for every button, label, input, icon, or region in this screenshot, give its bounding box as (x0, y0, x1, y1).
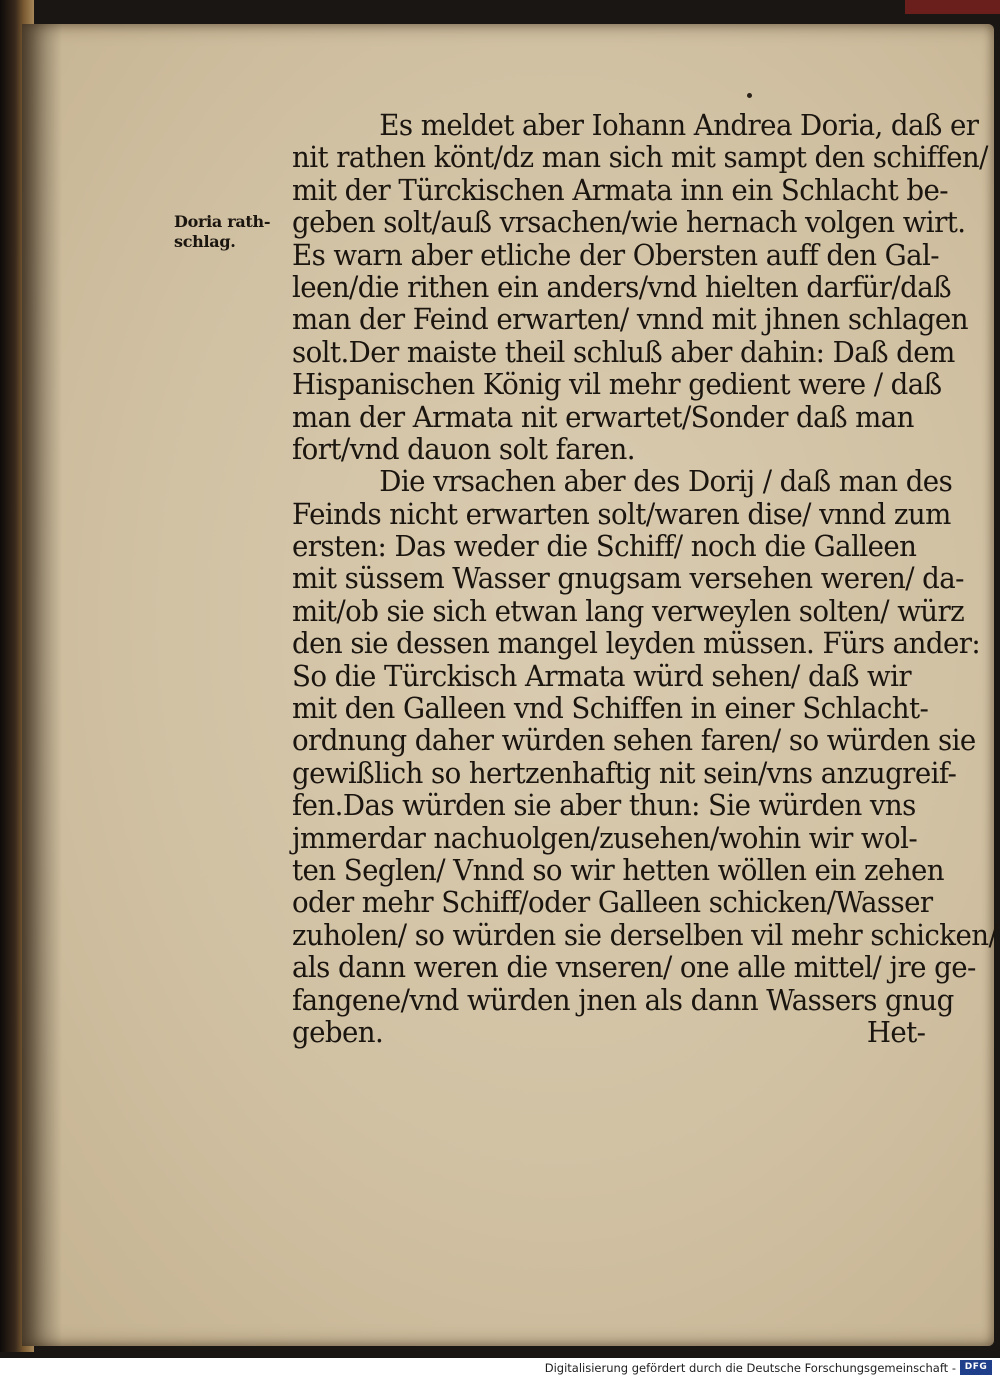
ink-dot (747, 93, 752, 98)
text-line: mit süssem Wasser gnugsam versehen weren/ da- (292, 562, 964, 596)
text-line: solt.Der maiste theil schluß aber dahin: Daß dem (292, 335, 955, 369)
text-line: fort/vnd dauon solt faren. (292, 432, 635, 466)
text-line: ordnung daher würden sehen faren/ so würden sie (292, 724, 976, 758)
text-line: oder mehr Schiff/oder Galleen schicken/Wasser (292, 886, 933, 920)
dfg-logo-icon: DFG (960, 1360, 992, 1375)
catchword: Het- (866, 1015, 926, 1049)
text-line: Es meldet aber Iohann Andrea Doria, daß er (379, 109, 979, 142)
marginal-note (174, 212, 294, 252)
footer-credit: Digitalisierung gefördert durch die Deutsche Forschungsgemeinschaft - (544, 1361, 956, 1375)
text-line: fen.Das würden sie aber thun: Sie würden vns (292, 789, 916, 823)
text-line: den sie dessen mangel leyden müssen. Fürs ander: (292, 627, 981, 661)
text-line: mit den Galleen vnd Schiffen in einer Schlacht- (292, 692, 929, 726)
marginal-note-line: Doria rath- (174, 212, 271, 231)
text-line: gewißlich so hertzenhaftig nit sein/vns anzugreif- (292, 756, 957, 790)
text-line: mit/ob sie sich etwan lang verweylen solten/ würz (292, 594, 965, 628)
text-line: ersten: Das weder die Schiff/ noch die Galleen (292, 530, 917, 564)
text-line: man der Armata nit erwartet/Sonder daß man (292, 400, 914, 434)
text-line: Die vrsachen aber des Dorij / daß man des (379, 465, 953, 499)
text-line: leen/die rithen ein anders/vnd hielten darfür/daß (292, 270, 952, 304)
text-line: nit rathen könt/dz man sich mit sampt den schiffen/ (292, 141, 988, 175)
text-line: geben solt/auß vrsachen/wie hernach volgen wirt. (292, 206, 966, 240)
text-line: fangene/vnd würden jnen als dann Wassers gnug (292, 983, 954, 1017)
gutter-shadow (22, 24, 62, 1346)
text-line: zuholen/ so würden sie derselben vil mehr schicken/ (292, 918, 998, 952)
text-line: So die Türckisch Armata würd sehen/ daß wir (292, 659, 912, 693)
text-line: Es warn aber etliche der Obersten auff den Gal- (292, 238, 940, 272)
text-line: ten Seglen/ Vnnd so wir hetten wöllen ein zehen (292, 853, 944, 887)
text-line: Feinds nicht erwarten solt/waren dise/ vnnd zum (292, 497, 951, 531)
marginal-note-line: schlag. (174, 232, 236, 251)
text-line: Hispanischen König vil mehr gedient were / daß (292, 368, 942, 402)
text-line: geben. (292, 1015, 384, 1049)
text-line: jmmerdar nachuolgen/zusehen/wohin wir wol- (292, 821, 918, 855)
text-line: mit der Türckischen Armata inn ein Schlacht be- (292, 173, 949, 207)
text-line: als dann weren die vnseren/ one alle mittel/ jre ge- (292, 951, 976, 985)
body-text (292, 109, 998, 1049)
text-line: man der Feind erwarten/ vnnd mit jhnen schlagen (292, 303, 968, 337)
top-edge-mark (905, 0, 1000, 14)
text-line-last (292, 1017, 947, 1049)
